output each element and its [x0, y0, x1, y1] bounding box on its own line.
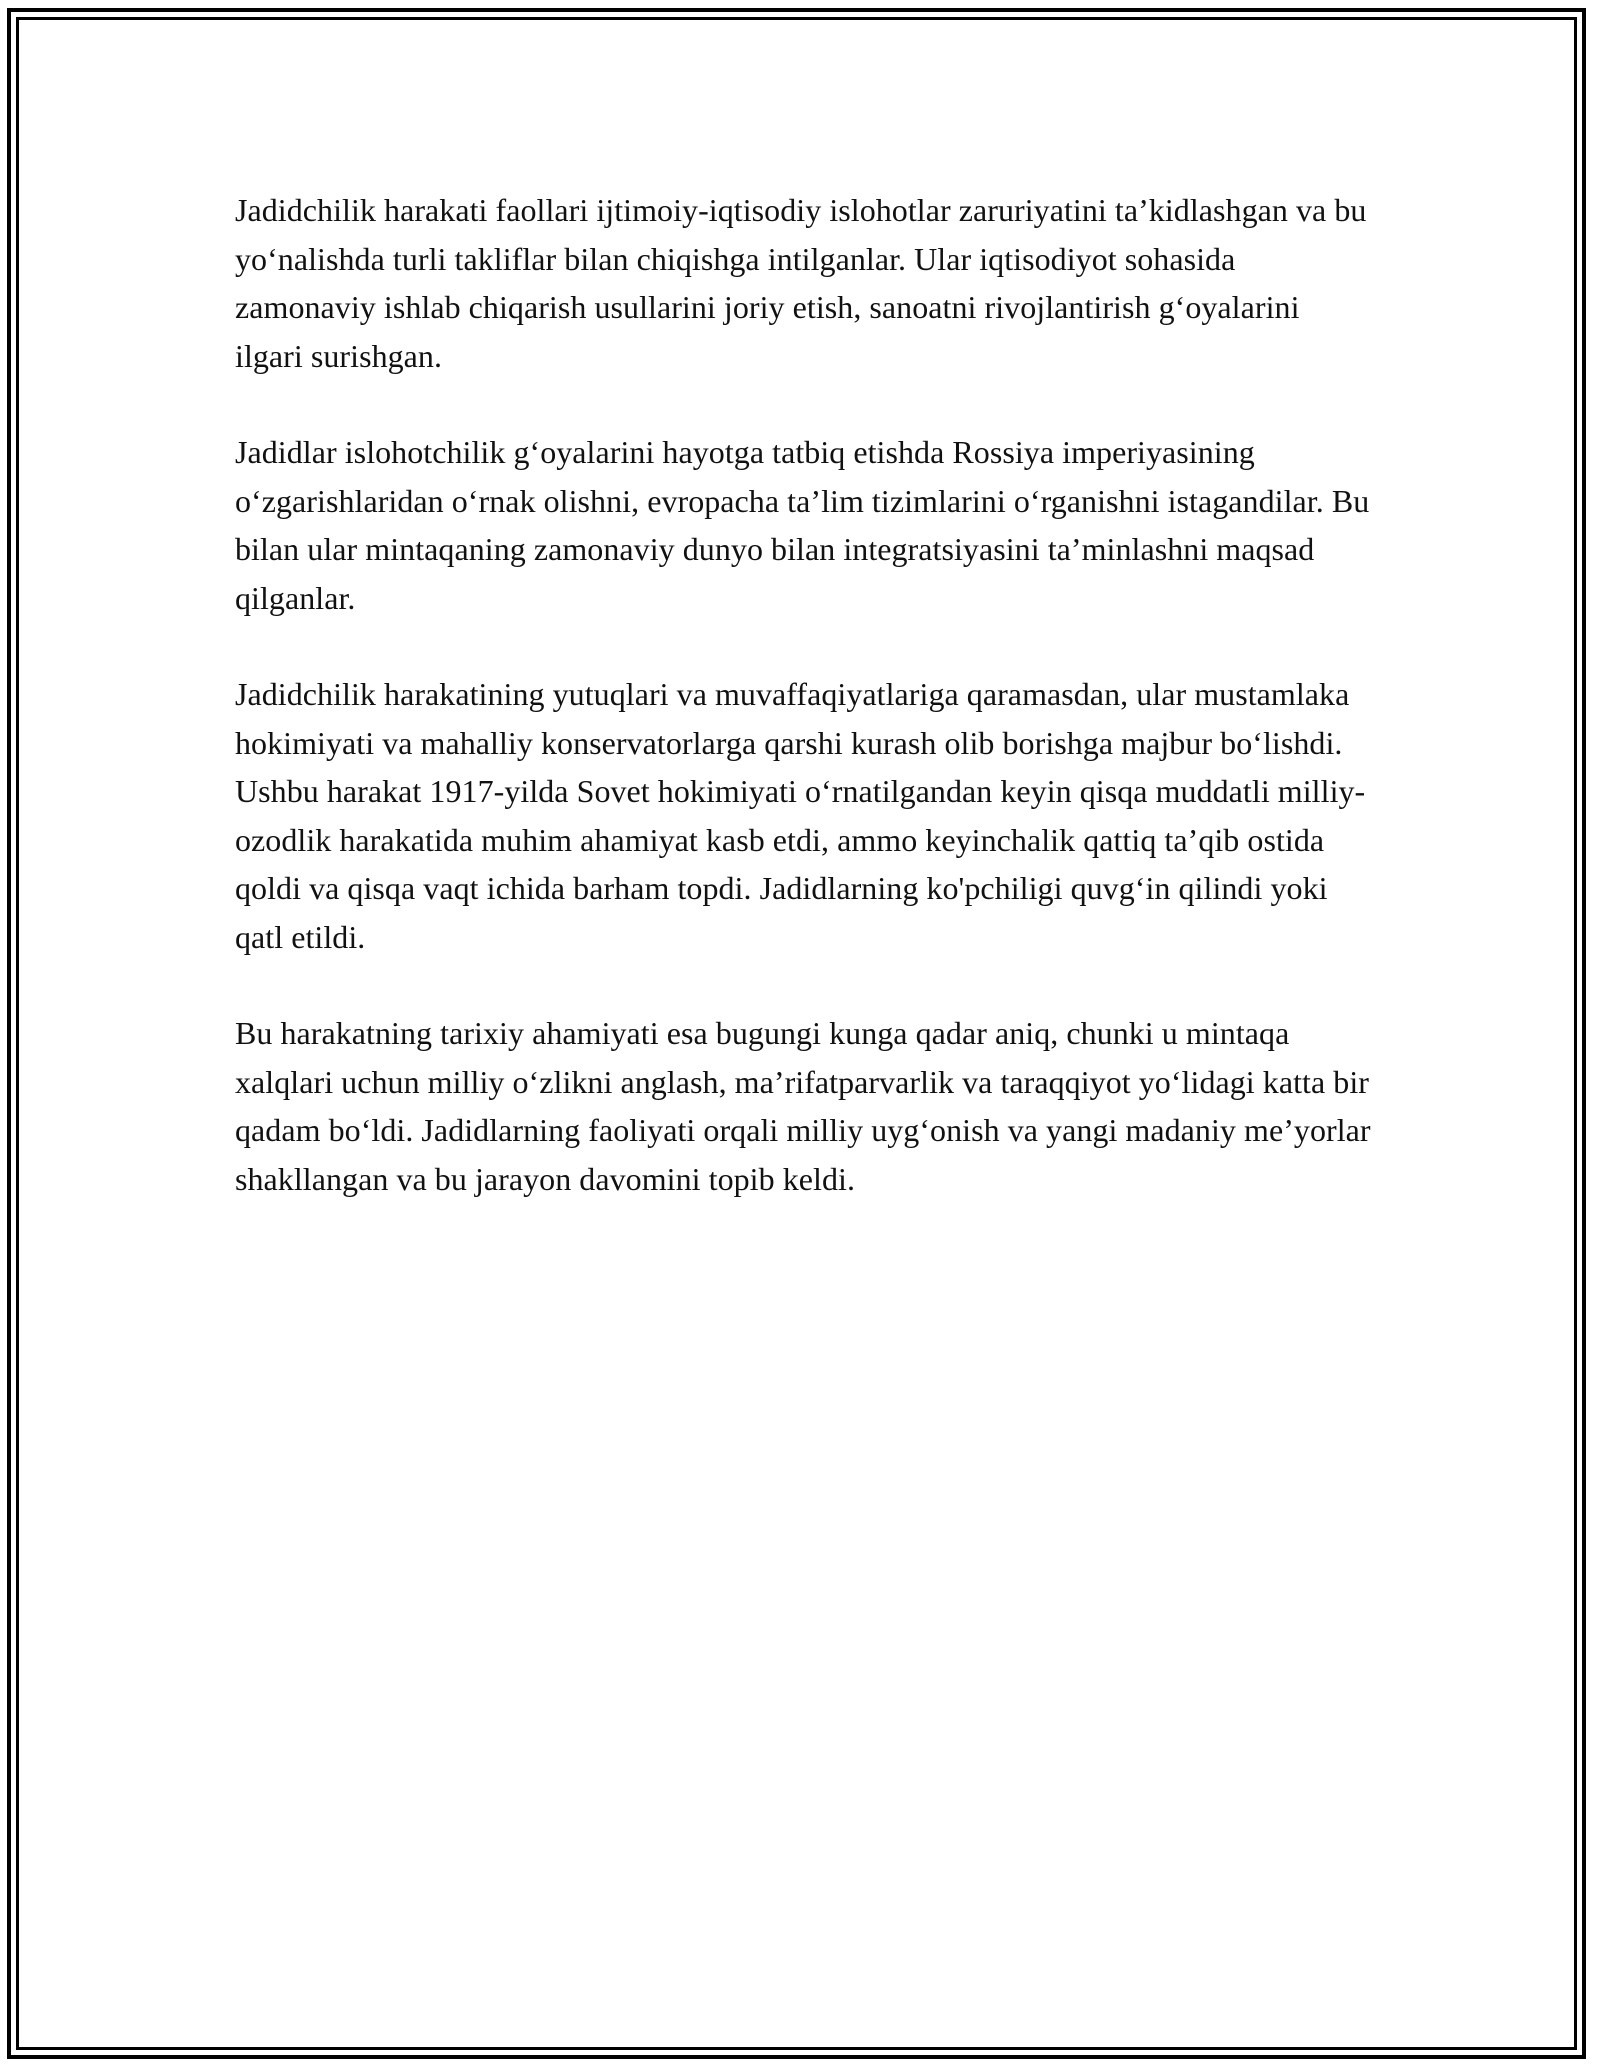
paragraph: Jadidchilik harakati faollari ijtimoiy-iqtisodiy islohotlar zaruriyatini ta’kidlashgan va bu yo‘nalishda turli takliflar bilan chiqishga intilganlar. Ular iqtisodiyot sohasida zamonaviy ishlab chiqarish usullarini joriy etish, sanoatni rivojlantirish g‘oyalarini ilgari surishgan. — [235, 192, 1367, 374]
paragraph: Bu harakatning tarixiy ahamiyati esa bugungi kunga qadar aniq, chunki u mintaqa xalqlari uchun milliy o‘zlikni anglash, ma’rifatparvarlik va taraqqiyot yo‘lidagi katta bir qadam bo‘ldi. Jadidlarning faoliyati orqali milliy uyg‘onish va yangi madaniy me’yorlar shakllangan va bu jarayon davomini topib keldi. — [235, 1015, 1371, 1197]
paragraph: Jadidlar islohotchilik g‘oyalarini hayotga tatbiq etishda Rossiya imperiyasining o‘zgarishlaridan o‘rnak olishni, evropacha ta’lim tizimlarini o‘rganishni istagandilar. Bu bilan ular mintaqaning zamonaviy dunyo bilan integratsiyasini ta’minlashni maqsad qilganlar. — [235, 434, 1370, 616]
paragraph: Jadidchilik harakatining yutuqlari va muvaffaqiyatlariga qaramasdan, ular mustamlaka hokimiyati va mahalliy konservatorlarga qarshi kurash olib borishga majbur bo‘lishdi. Ushbu harakat 1917-yilda Sovet hokimiyati o‘rnatilgandan keyin qisqa muddatli milliy-ozodlik harakatida muhim ahamiyat kasb etdi, ammo keyinchalik qattiq ta’qib ostida qoldi va qisqa vaqt ichida barham topdi. Jadidlarning ko'pchiligi quvg‘in qilindi yoki qatl etildi. — [235, 676, 1366, 955]
document-body — [235, 186, 1375, 1203]
